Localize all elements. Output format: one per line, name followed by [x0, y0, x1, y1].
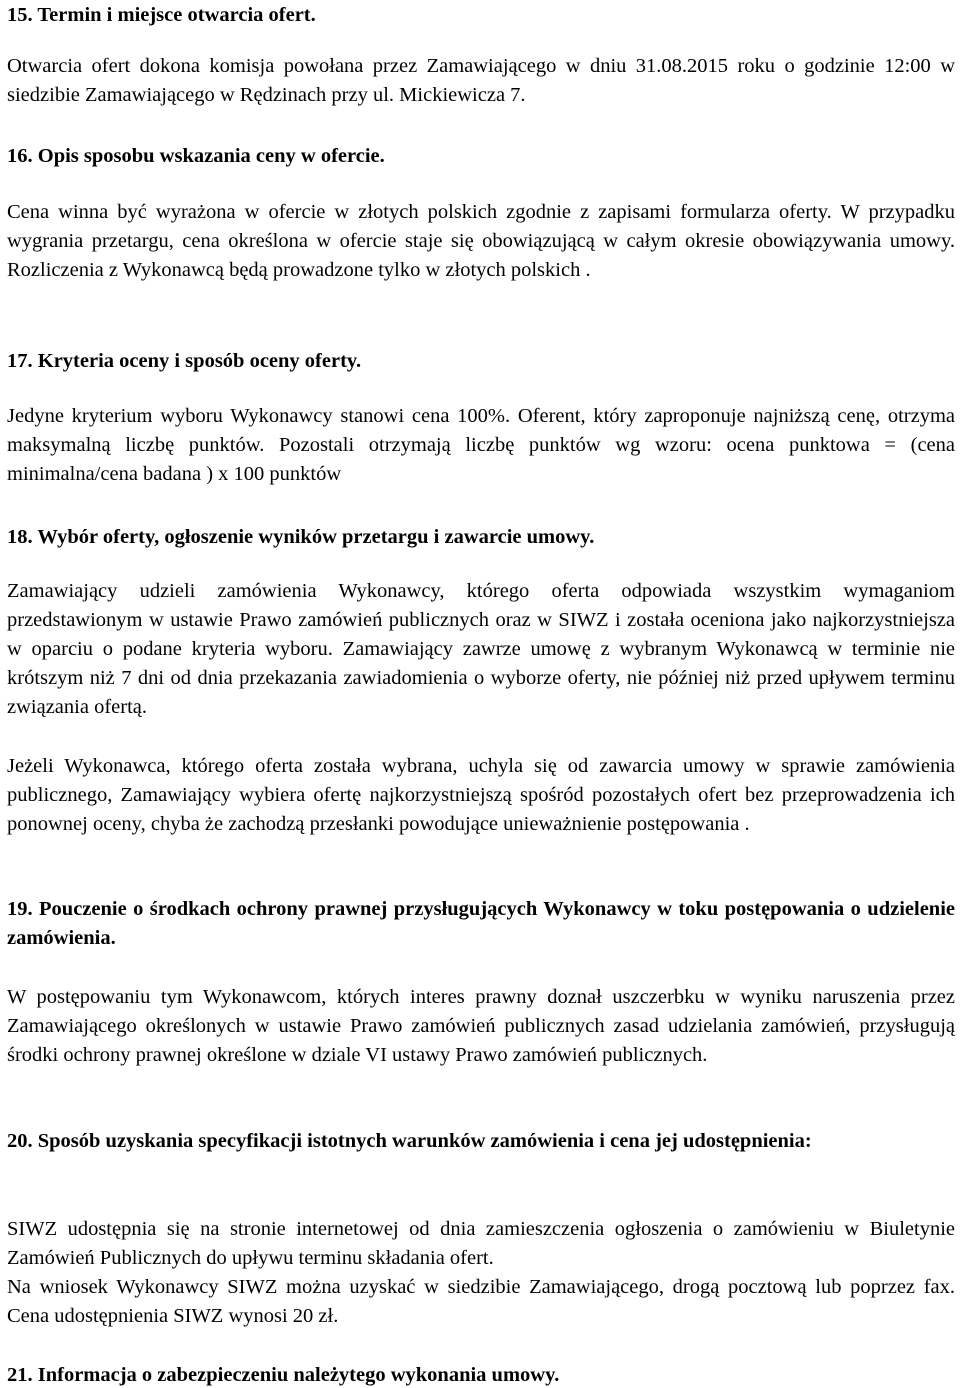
section-19-paragraph: W postępowaniu tym Wykonawcom, których interes prawny doznał uszczerbku w wyniku naruszenia przez Zamawiającego określonych w ustawie Prawo zamówień publicznych zasad udzielania zamówień, przysługują środki ochrony prawnej określone w dziale VI ustawy Prawo zamówień publicznych. — [7, 986, 955, 1066]
section-19-heading: 19. Pouczenie o środkach ochrony prawnej przysługujących Wykonawcy w toku postępowania o udzielenie zamówienia. — [7, 898, 955, 949]
section-18-heading: 18. Wybór oferty, ogłoszenie wyników przetargu i zawarcie umowy. — [7, 526, 595, 548]
document-page — [7, 0, 955, 1388]
section-16-heading: 16. Opis sposobu wskazania ceny w ofercie. — [7, 145, 385, 167]
section-17-paragraph: Jedyne kryterium wyboru Wykonawcy stanowi cena 100%. Oferent, który zaproponuje najniższą cenę, otrzyma maksymalną liczbę punktów. Pozostali otrzymają liczbę punktów wg wzoru: ocena punktowa = (cena minimalna/cena badana ) x 100 punktów — [7, 405, 955, 485]
section-21-heading: 21. Informacja o zabezpieczeniu należytego wykonania umowy. — [7, 1364, 560, 1386]
section-15-heading: 15. Termin i miejsce otwarcia ofert. — [7, 4, 316, 26]
section-18-paragraph-1: Zamawiający udzieli zamówienia Wykonawcy, którego oferta odpowiada wszystkim wymaganiom przedstawionym w ustawie Prawo zamówień publicznych oraz w SIWZ i została oceniona jako najkorzystniejsza w oparciu o podane kryteria wyboru. Zamawiający zawrze umowę z wybranym Wykonawcą w terminie nie krótszym niż 7 dni od dnia przekazania zawiadomienia o wyborze oferty, nie później niż przed upływem terminu związania ofertą. — [7, 580, 955, 718]
section-20-paragraph-2: Na wniosek Wykonawcy SIWZ można uzyskać w siedzibie Zamawiającego, drogą pocztową lub poprzez fax. Cena udostępnienia SIWZ wynosi 20 zł. — [7, 1276, 955, 1327]
section-15-paragraph: Otwarcia ofert dokona komisja powołana przez Zamawiającego w dniu 31.08.2015 roku o godzinie 12:00 w siedzibie Zamawiającego w Rędzinach przy ul. Mickiewicza 7. — [7, 55, 955, 106]
section-16-paragraph: Cena winna być wyrażona w ofercie w złotych polskich zgodnie z zapisami formularza oferty. W przypadku wygrania przetargu, cena określona w ofercie staje się obowiązującą w całym okresie obowiązywania umowy. Rozliczenia z Wykonawcą będą prowadzone tylko w złotych polskich . — [7, 201, 955, 281]
section-20-heading: 20. Sposób uzyskania specyfikacji istotnych warunków zamówienia i cena jej udostępnienia: — [7, 1130, 812, 1152]
section-18-paragraph-2: Jeżeli Wykonawca, którego oferta została wybrana, uchyla się od zawarcia umowy w sprawie zamówienia publicznego, Zamawiający wybiera ofertę najkorzystniejszą spośród pozostałych ofert bez przeprowadzenia ich ponownej oceny, chyba że zachodzą przesłanki powodujące unieważnienie postępowania . — [7, 755, 955, 835]
section-17-heading: 17. Kryteria oceny i sposób oceny oferty. — [7, 350, 362, 372]
section-20-paragraph-1: SIWZ udostępnia się na stronie internetowej od dnia zamieszczenia ogłoszenia o zamówieniu w Biuletynie Zamówień Publicznych do upływu terminu składania ofert. — [7, 1218, 955, 1269]
